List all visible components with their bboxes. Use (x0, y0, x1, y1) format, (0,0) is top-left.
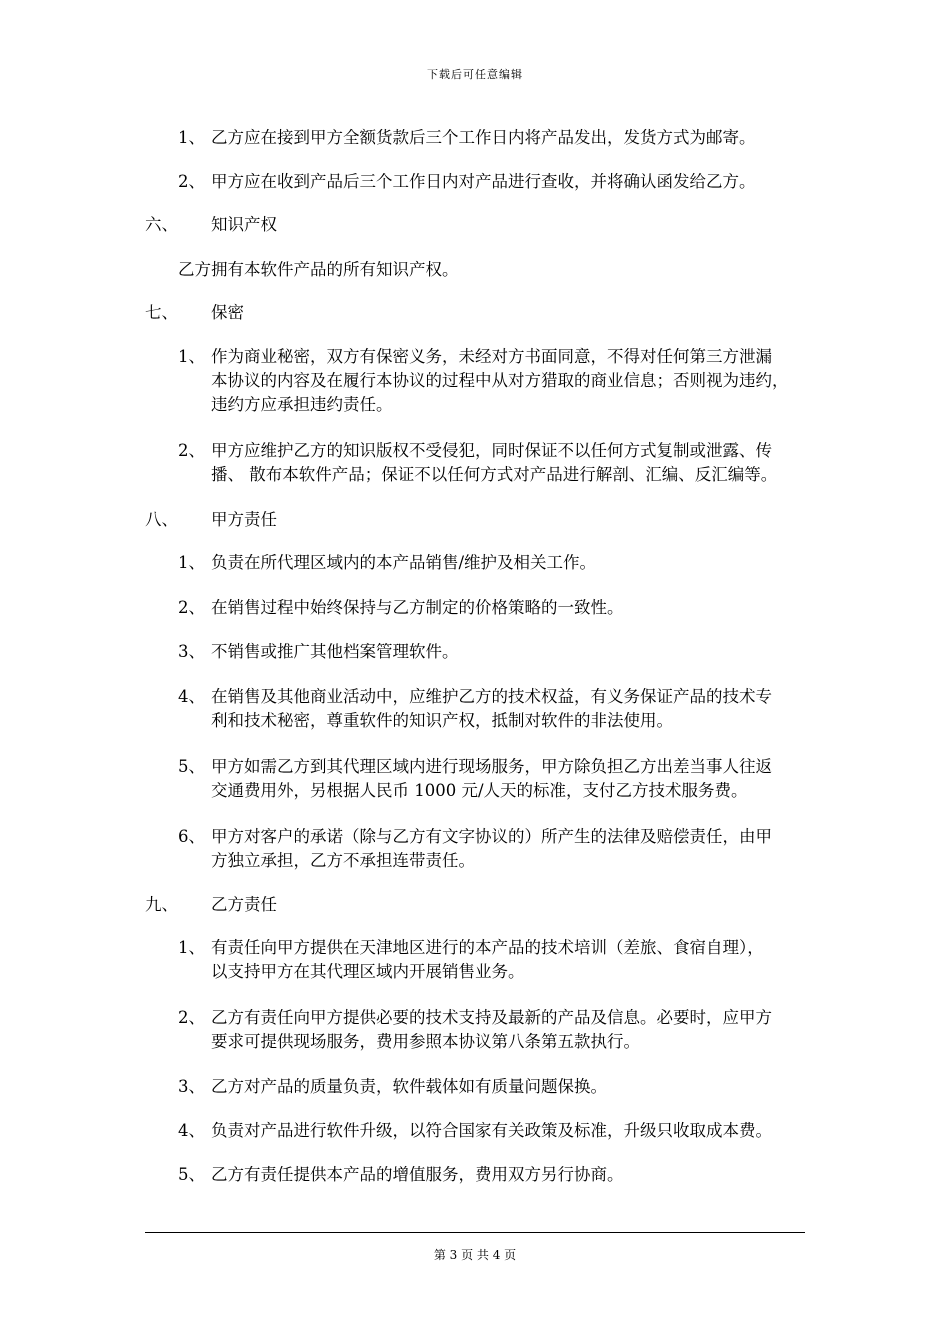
page-header: 下载后可任意编辑 (427, 68, 523, 81)
clause-number: 6、 (178, 827, 205, 846)
footer-divider (145, 1232, 805, 1233)
clause-text-line: 要求可提供现场服务，费用参照本协议第八条第五款执行。 (211, 1032, 640, 1051)
clause-number: 3、 (178, 642, 205, 661)
clause-text-line: 不销售或推广其他档案管理软件。 (211, 642, 459, 661)
clause-text-line: 负责对产品进行软件升级，以符合国家有关政策及标准，升级只收取成本费。 (211, 1121, 772, 1140)
clause-text-line: 交通费用外，另根据人民币 1000 元/人天的标准，支付乙方技术服务费。 (211, 781, 748, 800)
section-number: 八、 (145, 510, 178, 529)
clause-text-line: 利和技术秘密，尊重软件的知识产权，抵制对软件的非法使用。 (211, 711, 673, 730)
clause-text-line: 负责在所代理区域内的本产品销售/维护及相关工作。 (211, 553, 597, 572)
section-title: 乙方责任 (211, 895, 277, 914)
clause-text-line: 播、 散布本软件产品；保证不以任何方式对产品进行解剖、汇编、反汇编等。 (211, 465, 778, 484)
clause-number: 2、 (178, 1008, 205, 1027)
clause-text-line: 乙方应在接到甲方全额货款后三个工作日内将产品发出，发货方式为邮寄。 (211, 128, 756, 147)
clause-number: 5、 (178, 1165, 205, 1184)
clause-text-line: 甲方应在收到产品后三个工作日内对产品进行查收，并将确认函发给乙方。 (211, 172, 756, 191)
clause-text-line: 乙方有责任提供本产品的增值服务，费用双方另行协商。 (211, 1165, 624, 1184)
section-title: 保密 (211, 303, 244, 322)
section-title: 知识产权 (211, 215, 277, 234)
clause-number: 2、 (178, 441, 205, 460)
clause-text-line: 甲方对客户的承诺（除与乙方有文字协议的）所产生的法律及赔偿责任，由甲 (211, 827, 772, 846)
clause-text-line: 在销售及其他商业活动中，应维护乙方的技术权益，有义务保证产品的技术专 (211, 687, 772, 706)
clause-text-line: 在销售过程中始终保持与乙方制定的价格策略的一致性。 (211, 598, 624, 617)
section-number: 九、 (145, 895, 178, 914)
clause-number: 1、 (178, 347, 205, 366)
clause-number: 2、 (178, 598, 205, 617)
clause-text-line: 甲方如需乙方到其代理区域内进行现场服务，甲方除负担乙方出差当事人往返 (211, 757, 772, 776)
clause-number: 1、 (178, 938, 205, 957)
clause-number: 2、 (178, 172, 205, 191)
clause-text-line: 以支持甲方在其代理区域内开展销售业务。 (211, 962, 525, 981)
clause-text-line: 乙方有责任向甲方提供必要的技术支持及最新的产品及信息。必要时，应甲方 (211, 1008, 772, 1027)
clause-text-line: 方独立承担，乙方不承担连带责任。 (211, 851, 475, 870)
clause-text-line: 作为商业秘密，双方有保密义务，未经对方书面同意，不得对任何第三方泄漏 (211, 347, 772, 366)
clause-text-line: 本协议的内容及在履行本协议的过程中从对方猎取的商业信息；否则视为违约， (211, 371, 789, 390)
clause-text-line: 违约方应承担违约责任。 (211, 395, 393, 414)
paragraph: 乙方拥有本软件产品的所有知识产权。 (178, 260, 459, 279)
section-title: 甲方责任 (211, 510, 277, 529)
clause-number: 5、 (178, 757, 205, 776)
clause-number: 4、 (178, 1121, 205, 1140)
clause-text-line: 有责任向甲方提供在天津地区进行的本产品的技术培训（差旅、食宿自理）， (211, 938, 764, 957)
clause-number: 3、 (178, 1077, 205, 1096)
clause-number: 1、 (178, 128, 205, 147)
section-number: 七、 (145, 303, 178, 322)
clause-number: 1、 (178, 553, 205, 572)
section-number: 六、 (145, 215, 178, 234)
page-footer: 第 3 页 共 4 页 (433, 1248, 517, 1262)
clause-number: 4、 (178, 687, 205, 706)
clause-text-line: 乙方对产品的质量负责，软件载体如有质量问题保换。 (211, 1077, 607, 1096)
clause-text-line: 甲方应维护乙方的知识版权不受侵犯，同时保证不以任何方式复制或泄露、传 (211, 441, 772, 460)
